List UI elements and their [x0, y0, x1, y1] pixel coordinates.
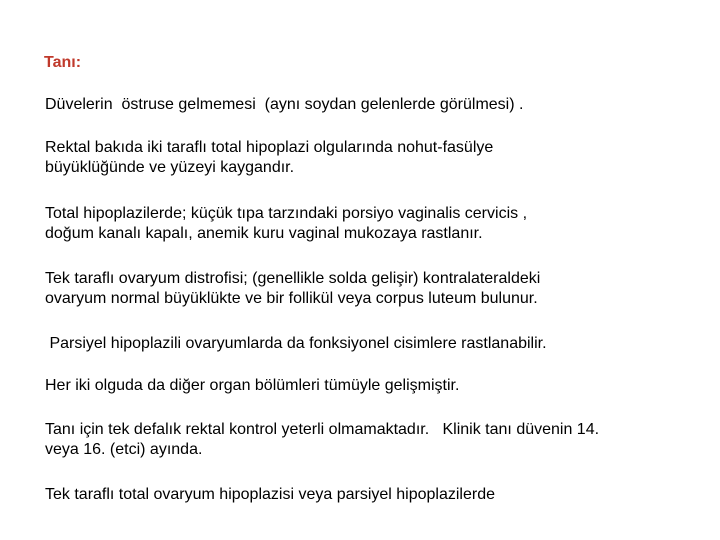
slide-title: Tanı: [44, 54, 82, 71]
paragraph-other-organs: Her iki olguda da diğer organ bölümleri tümüyle gelişmiştir. [45, 377, 460, 394]
paragraph-rectal-exam: Rektal bakıda iki taraflı total hipoplazi olgularında nohut-fasülye büyüklüğünde ve yüzeyi kaygandır. [45, 139, 494, 176]
paragraph-estrus: Düvelerin östruse gelmemesi (aynı soydan gelenlerde görülmesi) . [45, 96, 524, 113]
paragraph-unilateral-dystrophy: Tek taraflı ovaryum distrofisi; (genellikle solda gelişir) kontralateraldeki ovaryum normal büyüklükte ve bir follikül veya corpus luteum bulunur. [45, 270, 541, 307]
paragraph-diagnosis-timing: Tanı için tek defalık rektal kontrol yeterli olmamaktadır. Klinik tanı düvenin 14. veya 16. (etci) ayında. [45, 421, 600, 458]
paragraph-partial-hypoplasia: Parsiyel hipoplazili ovaryumlarda da fonksiyonel cisimlere rastlanabilir. [45, 335, 547, 352]
paragraph-total-hypoplasia: Total hipoplazilerde; küçük tıpa tarzındaki porsiyo vaginalis cervicis , doğum kanalı kapalı, anemik kuru vaginal mukozaya rastlanır. [45, 205, 528, 242]
paragraph-unilateral-total: Tek taraflı total ovaryum hipoplazisi veya parsiyel hipoplazilerde [45, 486, 495, 503]
